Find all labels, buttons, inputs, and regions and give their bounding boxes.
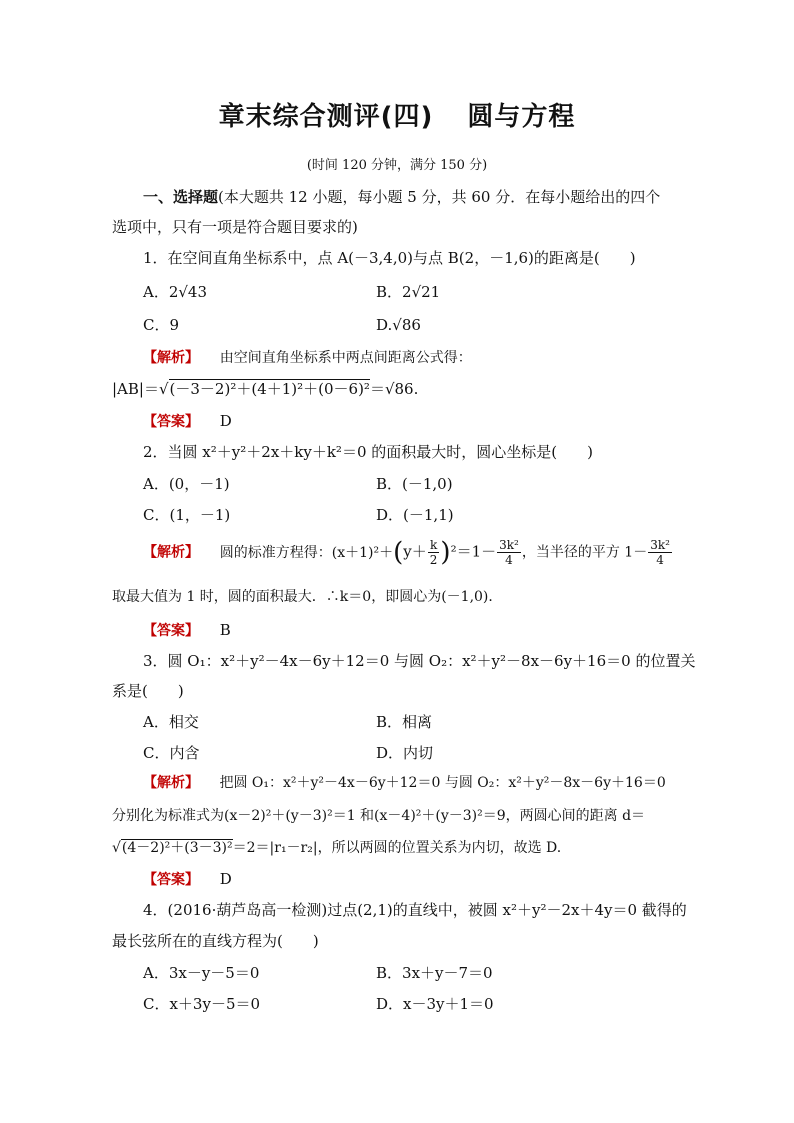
analysis-label: 【解析】 [143, 350, 199, 366]
q3-answer: 【答案】 D [143, 870, 232, 888]
q1-radicand: (－3－2)²＋(4＋1)²＋(0－6)² [169, 380, 370, 398]
title-main: 章末综合测评(四) [218, 102, 434, 132]
q1-answer [143, 410, 232, 433]
q3-option-d: D．内切 [376, 744, 434, 762]
section-heading: 一、选择题 [143, 188, 219, 206]
q2-analysis: 【解析】 圆的标准方程得：(x＋1)²＋(y＋ $\frac{k}{2}$ )²＝1－ $\frac{\text{3k²}}{4}$ ，当半径的平方 1－ $\frac{\text{3k²}}{4}$ [143, 537, 670, 568]
q2-option-b: B．(－1,0) [376, 475, 453, 493]
q3-option-b: B．相离 [376, 713, 433, 731]
q2-answer: 【答案】 B [143, 621, 231, 639]
q1-analysis-text: 由空间直角坐标系中两点间距离公式得： [219, 350, 472, 366]
q3-option-c: C．内含 [143, 744, 200, 762]
q1-analysis [143, 346, 472, 369]
q4-option-c: C．x＋3y－5＝0 [143, 995, 261, 1013]
q4-option-d: D．x－3y＋1＝0 [376, 995, 494, 1013]
page-title [0, 96, 794, 133]
q1-option-c: C．9 [143, 316, 180, 334]
q3-analysis-cont2: √(4－2)²＋(3－3)²＝2＝|r₁－r₂|，所以两圆的位置关系为内切，故选 D. [112, 840, 562, 856]
fraction-k-over-2: $\frac{k}{2}$ [429, 538, 438, 567]
q3-answer-value: D [219, 870, 232, 888]
answer-label: 【答案】 [143, 414, 199, 430]
q3-analysis: 【解析】 把圆 O₁：x²＋y²－4x－6y＋12＝0 与圆 O₂：x²＋y²－8x－6y＋16＝0 [143, 775, 666, 791]
q2-option-d: D．(－1,1) [376, 506, 454, 524]
q1-formula: |AB|＝√(－3－2)²＋(4＋1)²＋(0－6)²＝√86. [112, 380, 419, 398]
section-instructions: (本大题共 12 小题，每小题 5 分，共 60 分．在每小题给出的四个 [218, 188, 661, 206]
q3-stem-cont: 系是( ) [112, 682, 184, 700]
q4-option-b: B．3x＋y－7＝0 [376, 964, 493, 982]
q2-option-c: C．(1，－1) [143, 506, 231, 524]
q2-stem: 2．当圆 x²＋y²＋2x＋ky＋k²＝0 的面积最大时，圆心坐标是( ) [143, 443, 593, 461]
q1-option-d: D.√86 [376, 316, 421, 334]
q2-option-a: A．(0，－1) [143, 475, 230, 493]
q3-option-a: A．相交 [143, 713, 199, 731]
q2-answer-value: B [219, 621, 231, 639]
fraction-3k2-over-4: $\frac{\text{3k²}}{4}$ [499, 538, 519, 567]
q3-stem: 3．圆 O₁：x²＋y²－4x－6y＋12＝0 与圆 O₂：x²＋y²－8x－6y＋16＝0 的位置关 [143, 652, 696, 670]
q4-option-a: A．3x－y－5＝0 [143, 964, 260, 982]
q3-analysis-cont: 分别化为标准式为(x－2)²＋(y－3)²＝1 和(x－4)²＋(y－3)²＝9，两圆心间的距离 d＝ [112, 808, 646, 824]
q1-option-b: B．2√21 [376, 283, 441, 301]
q4-stem-cont: 最长弦所在的直线方程为( ) [112, 932, 319, 950]
q4-stem: 4．(2016·葫芦岛高一检测)过点(2,1)的直线中，被圆 x²＋y²－2x＋4y＝0 截得的 [143, 901, 687, 919]
q1-stem: 1．在空间直角坐标系中，点 A(－3,4,0)与点 B(2，－1,6)的距离是( ) [143, 249, 636, 267]
title-topic: 圆与方程 [467, 102, 576, 132]
q1-option-a: A．2√43 [143, 283, 208, 301]
section-heading-line [143, 186, 660, 208]
fraction-3k2-over-4-b: $\frac{\text{3k²}}{4}$ [650, 538, 670, 567]
exam-info: (时间 120 分钟，满分 150 分) [306, 158, 488, 173]
q2-analysis-cont: 取最大值为 1 时，圆的面积最大．∴k＝0，即圆心为(－1,0)． [112, 589, 503, 605]
q1-answer-value: D [219, 412, 232, 430]
section-instructions-cont: 选项中，只有一项是符合题目要求的) [112, 218, 358, 236]
